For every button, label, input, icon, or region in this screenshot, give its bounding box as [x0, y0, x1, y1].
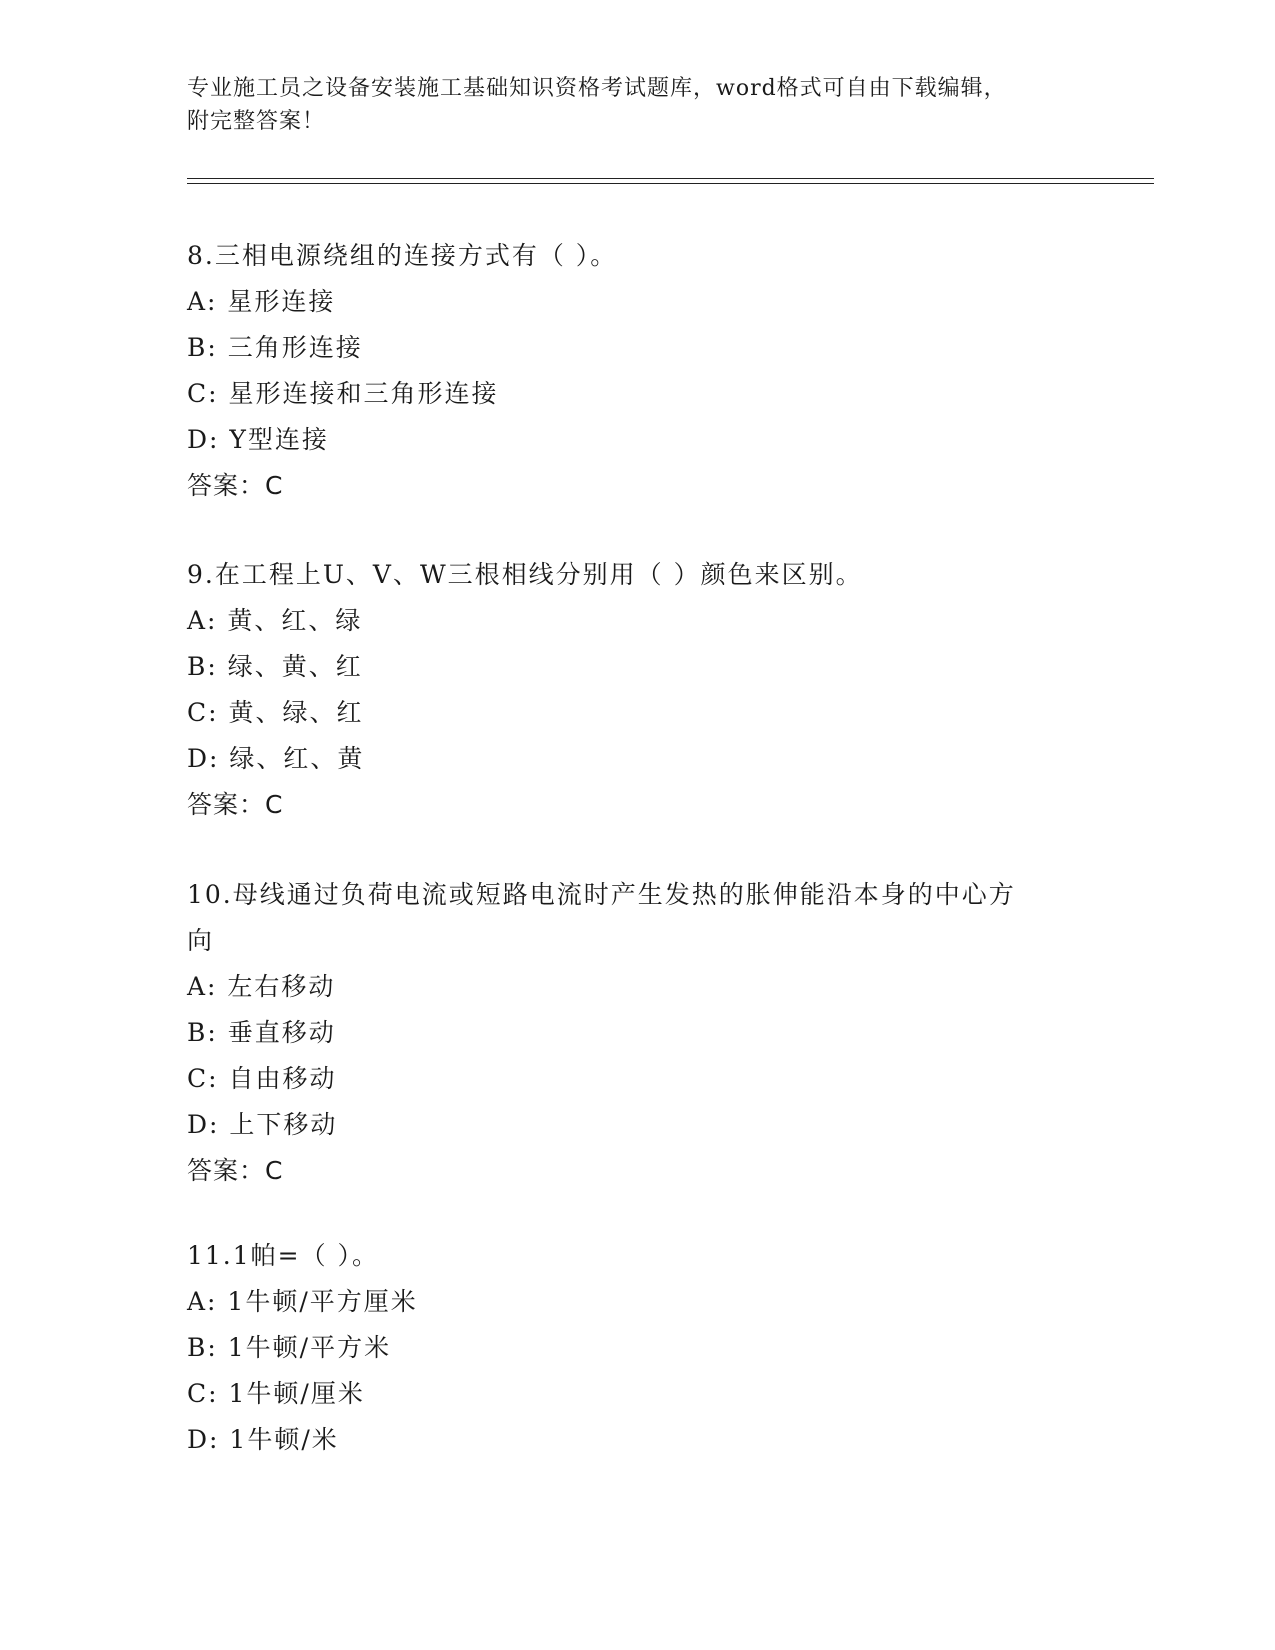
header-line-2: 附完整答案！ [187, 109, 326, 134]
option-b: B: 绿、黄、红 [187, 652, 363, 681]
option-d: D: 绿、红、黄 [187, 744, 365, 773]
answer-label: 答案：C [187, 1156, 284, 1185]
answer-label: 答案：C [187, 790, 284, 819]
question-stem: 11.1帕=（ ）。 [187, 1241, 380, 1270]
answer-label: 答案：C [187, 471, 284, 500]
option-d: D: 上下移动 [187, 1110, 338, 1139]
option-c: C: 1牛顿/厘米 [187, 1379, 365, 1408]
option-c: C: 黄、绿、红 [187, 698, 364, 727]
question-9 [187, 552, 1067, 828]
question-11 [187, 1233, 1067, 1463]
header-line-1: 专业施工员之设备安装施工基础知识资格考试题库，word格式可自由下载编辑， [187, 76, 1007, 101]
option-d: D: Y型连接 [187, 425, 329, 454]
question-stem: 9.在工程上U、V、W三根相线分别用（ ）颜色来区别。 [187, 560, 863, 589]
question-10 [187, 872, 1067, 1194]
option-c: C: 星形连接和三角形连接 [187, 379, 499, 408]
question-stem-line-1: 10.母线通过负荷电流或短路电流时产生发热的胀伸能沿本身的中心方 [187, 880, 1016, 909]
option-a: A: 1牛顿/平方厘米 [187, 1287, 418, 1316]
option-b: B: 三角形连接 [187, 333, 363, 362]
option-a: A: 左右移动 [187, 972, 336, 1001]
header-divider-bottom [187, 183, 1154, 184]
option-a: A: 黄、红、绿 [187, 606, 363, 635]
header-divider-top [187, 178, 1154, 179]
option-b: B: 垂直移动 [187, 1018, 336, 1047]
question-stem: 8.三相电源绕组的连接方式有（ ）。 [187, 241, 618, 270]
question-stem-line-2: 向 [187, 926, 215, 955]
option-d: D: 1牛顿/米 [187, 1425, 339, 1454]
option-b: B: 1牛顿/平方米 [187, 1333, 392, 1362]
question-8 [187, 233, 1067, 509]
option-a: A: 星形连接 [187, 287, 336, 316]
option-c: C: 自由移动 [187, 1064, 337, 1093]
document-header [187, 72, 1067, 138]
